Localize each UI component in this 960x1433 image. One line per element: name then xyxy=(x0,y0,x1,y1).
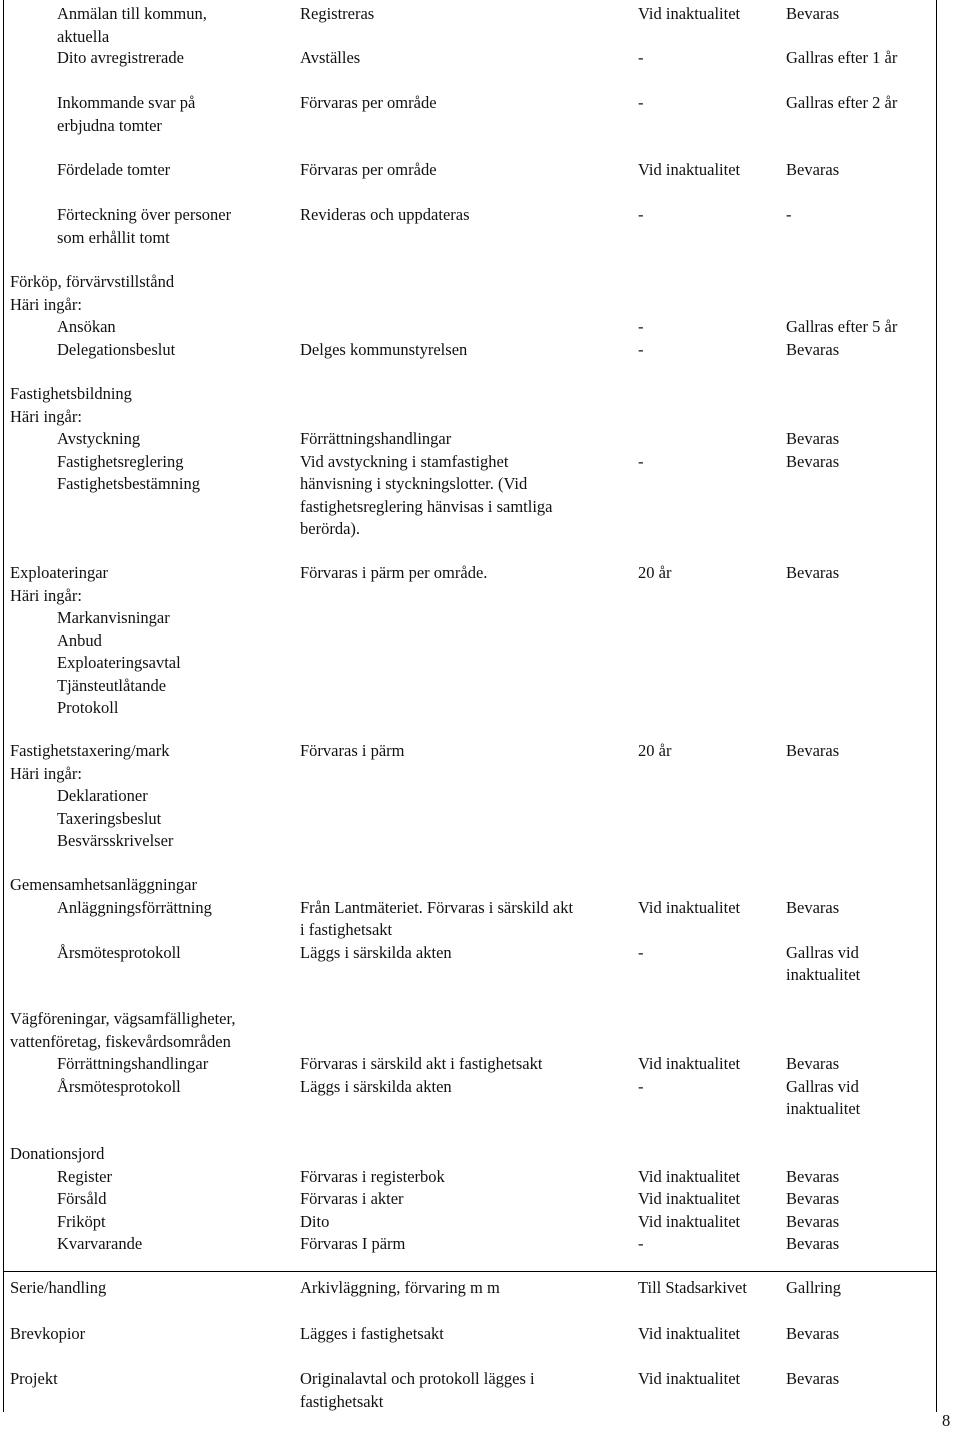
table-cell-c3-line: Vid inaktualitet xyxy=(638,1369,741,1388)
table-cell-c2-line: Delges kommunstyrelsen xyxy=(300,339,468,359)
table-cell-c3-line: - xyxy=(638,1234,644,1253)
table-cell-c1-line: erbjudna tomter xyxy=(57,115,162,135)
table-cell-c4-line: Bevaras xyxy=(786,339,840,359)
table-cell-c1-line: Avstyckning xyxy=(57,429,141,448)
table-cell-c4-line: inaktualitet xyxy=(786,965,861,984)
table-cell-c1-line: Register xyxy=(57,1166,112,1186)
table-cell-c1-line: Anbud xyxy=(57,630,102,650)
table-cell-c1-line: Protokoll xyxy=(57,698,119,717)
table-cell-c3-line: Vid inaktualitet xyxy=(638,1211,741,1231)
table-cell-c1-line: Häri ingår: xyxy=(10,763,82,783)
table-cell-c2-line: berörda). xyxy=(300,519,361,538)
table-cell-c4-line: Gallras vid xyxy=(786,942,859,962)
table-cell-c3-line: Vid inaktualitet xyxy=(638,1054,741,1073)
table-cell-c1-line: Deklarationer xyxy=(57,786,148,805)
table-cell-c3-line: Till Stadsarkivet xyxy=(638,1278,747,1297)
table-cell-c4-line: Bevaras xyxy=(786,429,840,448)
table-cell-c1-line: Förteckning över personer xyxy=(57,205,232,224)
table-cell-c4-line: Gallras efter 2 år xyxy=(786,93,898,112)
table-cell-c2-line: Lägges i fastighetsakt xyxy=(300,1324,444,1343)
table-cell-c3-line: - xyxy=(638,48,644,67)
table-cell-c4-line: Bevaras xyxy=(786,563,840,582)
table-cell-c1-line: Ansökan xyxy=(57,317,116,336)
table-cell-c2-line: Arkivläggning, förvaring m m xyxy=(300,1278,500,1297)
table-cell-c2-line: Förvaras i pärm per område. xyxy=(300,563,488,582)
table-cell-c3-line: - xyxy=(638,93,644,112)
table-cell-c4-line: Bevaras xyxy=(786,1189,840,1208)
table-cell-c1-line: vattenföretag, fiskevårdsområden xyxy=(10,1031,231,1051)
table-cell-c4-line: Bevaras xyxy=(786,160,840,179)
table-cell-c3-line: - xyxy=(638,942,644,962)
table-cell-c2-line: Läggs i särskilda akten xyxy=(300,942,452,962)
table-cell-c4-line: Gallras efter 1 år xyxy=(786,48,898,67)
table-cell-c1-line: Serie/handling xyxy=(10,1278,107,1297)
table-cell-c3-line: 20 år xyxy=(638,741,672,760)
left-border-line xyxy=(3,0,4,1412)
table-cell-c1-line: Fastighetsreglering xyxy=(57,451,184,471)
table-cell-c4-line: Gallring xyxy=(786,1278,841,1297)
table-cell-c1-line: Projekt xyxy=(10,1369,58,1388)
table-cell-c1-line: Förrättningshandlingar xyxy=(57,1054,209,1073)
right-border-line xyxy=(936,0,937,1412)
table-cell-c1-line: Årsmötesprotokoll xyxy=(57,942,181,962)
table-cell-c4-line: Bevaras xyxy=(786,1234,840,1253)
table-cell-c4-line: Bevaras xyxy=(786,451,840,471)
table-cell-c1-line: Anmälan till kommun, xyxy=(57,4,207,23)
table-cell-c1-line: Donationsjord xyxy=(10,1144,105,1163)
table-cell-c2-line: Förvaras per område xyxy=(300,160,437,179)
table-cell-c3-line: 20 år xyxy=(638,563,672,582)
table-cell-c4-line: Bevaras xyxy=(786,1211,840,1231)
table-cell-c1-line: Friköpt xyxy=(57,1211,106,1231)
table-cell-c1-line: Häri ingår: xyxy=(10,406,82,426)
table-cell-c1-line: Kvarvarande xyxy=(57,1234,143,1253)
table-cell-c1-line: Häri ingår: xyxy=(10,294,82,314)
table-cell-c1-line: Dito avregistrerade xyxy=(57,48,184,67)
table-cell-c2-line: Vid avstyckning i stamfastighet xyxy=(300,451,509,471)
header-divider-line xyxy=(3,1271,937,1272)
table-cell-c2-line: Revideras och uppdateras xyxy=(300,205,470,224)
table-cell-c1-line: som erhållit tomt xyxy=(57,227,170,247)
table-cell-c3-line: Vid inaktualitet xyxy=(638,897,741,917)
table-cell-c3-line: - xyxy=(638,205,644,224)
table-cell-c3-line: - xyxy=(638,1076,644,1096)
table-cell-c1-line: Fördelade tomter xyxy=(57,160,171,179)
table-cell-c3-line: - xyxy=(638,317,644,336)
table-cell-c3-line: Vid inaktualitet xyxy=(638,1324,741,1343)
table-cell-c4-line: - xyxy=(786,205,792,224)
table-cell-c4-line: Bevaras xyxy=(786,1324,840,1343)
table-cell-c1-line: Anläggningsförrättning xyxy=(57,897,212,917)
table-cell-c1-line: Delegationsbeslut xyxy=(57,339,176,359)
table-cell-c1-line: aktuella xyxy=(57,26,110,46)
table-cell-c1-line: Brevkopior xyxy=(10,1324,86,1343)
table-cell-c2-line: Läggs i särskilda akten xyxy=(300,1076,452,1096)
table-cell-c4-line: Gallras efter 5 år xyxy=(786,317,898,336)
table-cell-c2-line: Avställes xyxy=(300,48,361,67)
table-cell-c4-line: inaktualitet xyxy=(786,1099,861,1118)
table-cell-c4-line: Bevaras xyxy=(786,1369,840,1388)
table-cell-c1-line: Taxeringsbeslut xyxy=(57,808,162,828)
table-cell-c3-line: Vid inaktualitet xyxy=(638,4,741,23)
table-cell-c2-line: fastighetsakt xyxy=(300,1391,384,1411)
table-cell-c3-line: Vid inaktualitet xyxy=(638,160,741,179)
table-cell-c1-line: Fastighetsbestämning xyxy=(57,474,200,493)
table-cell-c1-line: Fastighetsbildning xyxy=(10,384,132,403)
table-cell-c3-line: - xyxy=(638,339,644,359)
table-cell-c1-line: Vägföreningar, vägsamfälligheter, xyxy=(10,1009,236,1028)
table-cell-c1-line: Exploateringar xyxy=(10,563,109,582)
table-cell-c4-line: Bevaras xyxy=(786,897,840,917)
table-cell-c2-line: Från Lantmäteriet. Förvaras i särskild akt xyxy=(300,897,574,917)
table-cell-c2-line: Förvaras i registerbok xyxy=(300,1166,445,1186)
table-cell-c1-line: Gemensamhetsanläggningar xyxy=(10,875,197,894)
table-cell-c3-line: Vid inaktualitet xyxy=(638,1166,741,1186)
table-cell-c2-line: Förvaras i pärm xyxy=(300,741,405,760)
table-cell-c4-line: Bevaras xyxy=(786,1054,840,1073)
table-cell-c2-line: Förvaras i akter xyxy=(300,1189,404,1208)
table-cell-c1-line: Markanvisningar xyxy=(57,608,170,627)
table-cell-c1-line: Årsmötesprotokoll xyxy=(57,1076,181,1096)
table-cell-c2-line: Förvaras I pärm xyxy=(300,1234,406,1253)
table-cell-c1-line: Fastighetstaxering/mark xyxy=(10,741,170,760)
table-cell-c2-line: fastighetsreglering hänvisas i samtliga xyxy=(300,496,553,516)
table-cell-c4-line: Gallras vid xyxy=(786,1076,859,1096)
table-cell-c2-line: Förvaras per område xyxy=(300,93,437,112)
table-cell-c4-line: Bevaras xyxy=(786,4,840,23)
table-cell-c1-line: Försåld xyxy=(57,1189,107,1208)
table-cell-c2-line: Registreras xyxy=(300,4,375,23)
table-cell-c4-line: Bevaras xyxy=(786,1166,840,1186)
table-cell-c1-line: Häri ingår: xyxy=(10,585,82,605)
table-cell-c1-line: Inkommande svar på xyxy=(57,93,196,112)
table-cell-c1-line: Exploateringsavtal xyxy=(57,653,181,672)
table-cell-c4-line: Bevaras xyxy=(786,741,840,760)
table-cell-c2-line: i fastighetsakt xyxy=(300,920,393,939)
table-cell-c3-line: Vid inaktualitet xyxy=(638,1189,741,1208)
table-cell-c1-line: Besvärsskrivelser xyxy=(57,831,174,850)
table-cell-c2-line: hänvisning i styckningslotter. (Vid xyxy=(300,474,528,493)
page-number: 8 xyxy=(942,1411,951,1430)
table-cell-c2-line: Dito xyxy=(300,1211,330,1231)
table-cell-c3-line: - xyxy=(638,451,644,471)
table-cell-c1-line: Förköp, förvärvstillstånd xyxy=(10,272,175,291)
table-cell-c1-line: Tjänsteutlåtande xyxy=(57,675,167,695)
table-cell-c2-line: Originalavtal och protokoll lägges i xyxy=(300,1369,535,1388)
table-cell-c2-line: Förvaras i särskild akt i fastighetsakt xyxy=(300,1054,543,1073)
table-cell-c2-line: Förrättningshandlingar xyxy=(300,429,452,448)
